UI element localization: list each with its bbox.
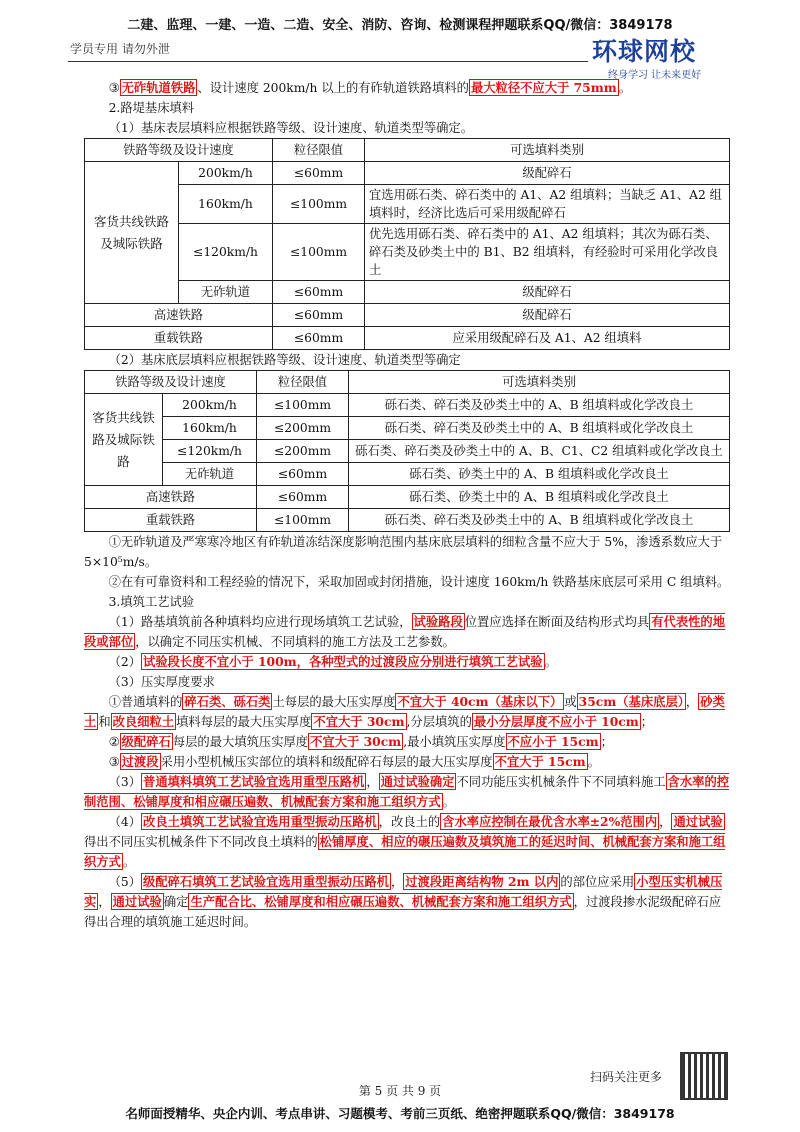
col-header: 可选填料类别 — [365, 139, 730, 162]
group-label: 客货共线铁路及城际铁路 — [85, 162, 179, 304]
table-row — [85, 304, 730, 327]
text: ，以确定不同压实机械、不同填料的施工方法及工艺参数。 — [135, 635, 455, 649]
type-cell: 重载铁路 — [85, 327, 273, 350]
note-2: ②在有可靠资料和工程经验的情况下，采取加固或封闭措施，设计速度 160km/h 铁路基床底层可采用 C 组填料。 — [108, 575, 730, 589]
text: 。 — [442, 795, 455, 809]
text: 、设计速度 200km/h 以上的有砟轨道铁路填料的 — [197, 81, 469, 95]
table-header-row — [85, 139, 730, 162]
highlight: 含水率应控制在最优含水率±2%范围内 — [442, 814, 658, 829]
fill-cell: 砾石类、砂类土中的 A、B 组填料或化学改良土 — [349, 463, 730, 486]
s3-paragraph-6 — [84, 872, 730, 932]
s3-item-3 — [84, 752, 730, 772]
text: 。 — [122, 855, 136, 869]
text: 确定 — [163, 895, 189, 909]
highlight: 小型压实机械压实 — [84, 874, 723, 909]
table-header-row — [85, 371, 730, 394]
subsection-1-title: （1）基床表层填料应根据铁路等级、设计速度、轨道类型等确定。 — [108, 121, 474, 135]
brand-logo — [592, 32, 742, 81]
limit-cell: ≤60mm — [273, 281, 365, 304]
col-header: 铁路等级及设计速度 — [85, 139, 273, 162]
highlight: 35cm（基床底层） — [578, 694, 684, 709]
fill-cell: 优先选用砾石类、碎石类中的 A1、A2 组填料；其次为砾石类、碎石类及砂类土中的 B1、B2 组填料，有经验时可采用化学改良土 — [365, 224, 730, 281]
limit-cell: ≤60mm — [273, 327, 365, 350]
highlight: 通过试验确定 — [380, 774, 455, 789]
limit-cell: ≤100mm — [273, 185, 365, 224]
table-bed-bottom — [84, 370, 730, 532]
footer-banner: 名师面授精华、央企内训、考点串讲、习题模考、考前三页纸、绝密押题联系QQ/微信：3849178 — [125, 1106, 675, 1121]
text: ，过渡段掺水泥级配碎石应得出合理的填筑施工延迟时间。 — [84, 895, 722, 929]
text: ①普通填料的 — [108, 695, 183, 709]
table-row — [85, 440, 730, 463]
highlight: 砂类土 — [84, 694, 725, 729]
fill-cell: 级配碎石 — [365, 281, 730, 304]
text: ； — [640, 715, 654, 729]
text: 或 — [564, 695, 577, 709]
limit-cell: ≤100mm — [257, 509, 349, 532]
highlight: 通过试验 — [112, 894, 162, 909]
highlight: 松铺厚度、相应的碾压遍数及填筑施工的延迟时间、机械配套方案和施工组织方式 — [84, 834, 726, 869]
type-cell: 重载铁路 — [85, 509, 257, 532]
col-header: 可选填料类别 — [349, 371, 730, 394]
text: 填料每层的最大压实厚度 — [176, 715, 312, 729]
speed-cell: ≤120km/h — [163, 440, 257, 463]
text: ， — [366, 775, 379, 789]
text: 和 — [98, 715, 111, 729]
highlight: 碎石类、砾石类 — [184, 694, 271, 709]
speed-cell: 160km/h — [179, 185, 273, 224]
speed-cell: 160km/h — [163, 417, 257, 440]
table-row — [85, 162, 730, 185]
fill-cell: 砾石类、碎石类及砂类土中的 A、B、C1、C2 组填料或化学改良土 — [349, 440, 730, 463]
limit-cell: ≤60mm — [273, 162, 365, 185]
text: （5） — [108, 875, 142, 889]
text: ② — [108, 735, 120, 749]
speed-cell: 无砟轨道 — [163, 463, 257, 486]
table-row — [85, 417, 730, 440]
scan-prompt: 扫码关注更多 — [590, 1070, 663, 1084]
highlight: 最大粒径不应大于 75mm — [470, 80, 617, 95]
speed-cell: ≤120km/h — [179, 224, 273, 281]
limit-cell: ≤100mm — [273, 224, 365, 281]
header-banner: 二建、监理、一建、一造、二造、安全、消防、咨询、检测课程押题联系QQ/微信：3849178 — [127, 18, 673, 33]
intro-prefix: ③ — [108, 81, 120, 95]
header-notice: 学员专用 请勿外泄 — [70, 42, 170, 56]
limit-cell: ≤60mm — [257, 486, 349, 509]
highlight: 改良细粒土 — [112, 714, 175, 729]
fill-cell: 砾石类、碎石类及砂类土中的 A、B 组填料或化学改良土 — [349, 417, 730, 440]
highlight: 不应小于 15cm — [507, 734, 599, 749]
text: 采用小型机械压实部位的填料和级配碎石每层的最大压实厚度 — [160, 755, 493, 769]
limit-cell: ≤200mm — [257, 417, 349, 440]
speed-cell: 无砟轨道 — [179, 281, 273, 304]
highlight: 不宜大于 40cm（基床以下） — [397, 694, 563, 709]
fill-cell: 砾石类、砂类土中的 A、B 组填料或化学改良土 — [349, 486, 730, 509]
s3-item-1 — [84, 692, 730, 732]
text: 得出不同压实机械条件下不同改良土填料的 — [84, 835, 318, 849]
s3-item-2 — [84, 732, 730, 752]
fill-cell: 应采用级配碎石及 A1、A2 组填料 — [365, 327, 730, 350]
fill-cell: 砾石类、碎石类及砂类土中的 A、B 组填料或化学改良土 — [349, 394, 730, 417]
text: （3） — [108, 775, 142, 789]
highlight: 级配碎石 — [121, 734, 171, 749]
table-row — [85, 327, 730, 350]
document-body — [84, 78, 730, 932]
table-row — [85, 486, 730, 509]
table-row — [85, 509, 730, 532]
text: ，改良土的 — [378, 815, 441, 829]
col-header: 粒径限值 — [273, 139, 365, 162]
note-1: ①无砟轨道及严寒寒冷地区有砟轨道冻结深度影响范围内基床底层填料的细粒含量不应大于 5%，渗透系数应大于 5×10⁵m/s。 — [84, 535, 723, 569]
s3-paragraph-5 — [84, 812, 730, 872]
text: 。 — [544, 655, 557, 669]
table-row — [85, 185, 730, 224]
highlight: 含水率的控制范围、松铺厚度和相应碾压遍数、机械配套方案和施工组织方式 — [84, 774, 730, 809]
fill-cell: 级配碎石 — [365, 162, 730, 185]
highlight: 普通填料填筑工艺试验宜选用重型压路机 — [143, 774, 365, 789]
text: ， — [390, 875, 404, 889]
text: （2） — [108, 655, 142, 669]
text: ； — [600, 735, 613, 749]
text: （1）路基填筑前各种填料均应进行现场填筑工艺试验， — [108, 615, 412, 629]
highlight: 过渡段 — [121, 754, 159, 769]
table-bed-surface — [84, 138, 730, 350]
type-cell: 高速铁路 — [85, 304, 273, 327]
intro-paragraph — [84, 78, 730, 98]
highlight: 级配碎石填筑工艺试验宜选用重型振动压路机 — [143, 874, 389, 889]
s3-paragraph-4 — [84, 772, 730, 812]
highlight: 有代表性的地段或部位 — [84, 614, 726, 649]
text: 土每层的最大压实厚度 — [272, 695, 396, 709]
section-2-title: 2.路堤基床填料 — [108, 101, 195, 115]
highlight: 通过试验 — [673, 814, 723, 829]
s3-paragraph-1 — [84, 612, 730, 652]
highlight: 不宜大于 30cm — [313, 714, 405, 729]
text: 。 — [618, 81, 632, 95]
highlight: 不宜大于 15cm — [494, 754, 586, 769]
subsection-2-title: （2）基床底层填料应根据铁路等级、设计速度、轨道类型等确定 — [108, 353, 461, 367]
table-row — [85, 394, 730, 417]
speed-cell: 200km/h — [163, 394, 257, 417]
text: ， — [98, 895, 111, 909]
text: ,分层填筑的 — [406, 715, 472, 729]
limit-cell: ≤60mm — [257, 463, 349, 486]
text: ,最小填筑压实厚度 — [403, 735, 506, 749]
text: （4） — [108, 815, 142, 829]
text: 位置应选择在断面及结构形式均具 — [464, 615, 650, 629]
fill-cell: 砾石类、碎石类及砂类土中的 A、B 组填料或化学改良土 — [349, 509, 730, 532]
highlight: 试验路段 — [413, 614, 463, 629]
highlight: 生产配合比、松铺厚度和相应碾压遍数、机械配套方案和施工组织方式 — [190, 894, 572, 909]
table-row — [85, 224, 730, 281]
col-header: 铁路等级及设计速度 — [85, 371, 257, 394]
limit-cell: ≤100mm — [257, 394, 349, 417]
s3-paragraph-2 — [84, 652, 730, 672]
text: ， — [685, 695, 699, 709]
text: 的部位应采用 — [560, 875, 635, 889]
table-row — [85, 463, 730, 486]
text: 。 — [587, 755, 600, 769]
logo-slogan: 终身学习 让未来更好 — [608, 70, 702, 81]
text: ③ — [108, 755, 120, 769]
group-label: 客货共线铁路及城际铁路 — [85, 394, 163, 486]
fill-cell: 级配碎石 — [365, 304, 730, 327]
page-number: 第 5 页 共 9 页 — [358, 1084, 442, 1098]
text: 每层的最大填筑压实厚度 — [172, 735, 309, 749]
highlight: 最小分层厚度不应小于 10cm — [473, 714, 639, 729]
limit-cell: ≤200mm — [257, 440, 349, 463]
speed-cell: 200km/h — [179, 162, 273, 185]
col-header: 粒径限值 — [257, 371, 349, 394]
fill-cell: 宜选用砾石类、碎石类中的 A1、A2 组填料；当缺乏 A1、A2 组填料时，经济比选后可采用级配碎石 — [365, 185, 730, 224]
highlight: 改良土填筑工艺试验宜选用重型振动压路机 — [143, 814, 377, 829]
text: 不同功能压实机械条件下不同填料施工 — [456, 775, 666, 789]
highlight: 无砟轨道铁路 — [121, 80, 196, 95]
limit-cell: ≤60mm — [273, 304, 365, 327]
text: ， — [659, 815, 672, 829]
highlight: 不宜大于 30cm — [310, 734, 402, 749]
s3-paragraph-3: （3）压实厚度要求 — [108, 675, 215, 689]
table-row — [85, 281, 730, 304]
highlight: 过渡段距离结构物 2m 以内 — [405, 874, 559, 889]
type-cell: 高速铁路 — [85, 486, 257, 509]
highlight: 试验段长度不宜小于 100m，各种型式的过渡段应分别进行填筑工艺试验 — [143, 654, 543, 669]
section-3-title: 3.填筑工艺试验 — [108, 595, 195, 609]
logo-title: 环球网校 — [592, 37, 697, 66]
header-divider — [68, 61, 588, 62]
